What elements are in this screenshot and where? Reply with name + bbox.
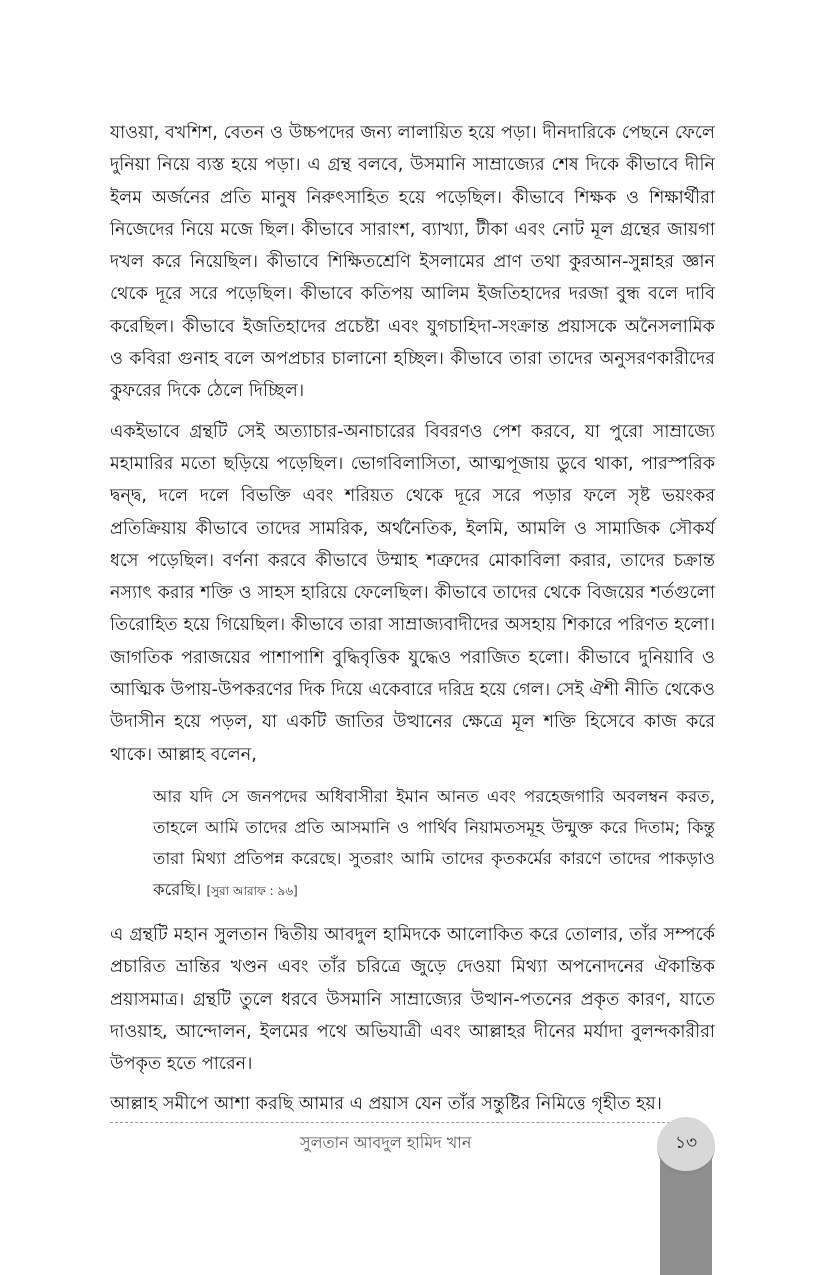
quran-quote <box>153 781 715 907</box>
footer-divider <box>110 1122 670 1123</box>
quote-text: আর যদি সে জনপদের অধিবাসীরা ইমান আনত এবং পরহেজগারি অবলম্বন করত, তাহলে আমি তাদের প্রতি আসমানি ও পার্থিব নিয়ামতসমূহ উন্মুক্ত করে দিতাম; কিন্তু তারা মিথ্যা প্রতিপন্ন করেছে। সুতরাং আমি তাদের কৃতকর্মের কারণে তাদের পাকড়াও করেছি। <box>153 786 715 899</box>
paragraph-2: একইভাবে গ্রন্থটি সেই অত্যাচার-অনাচারের বিবরণও পেশ করবে, যা পুরো সাম্রাজ্যে মহামারির মতো ছড়িয়ে পড়েছিল। ভোগবিলাসিতা, আত্মপূজায় ডুবে থাকা, পারস্পরিক দ্বন্দ্ব, দলে দলে বিভক্তি এবং শরিয়ত থেকে দূরে সরে পড়ার ফলে সৃষ্ট ভয়ংকর প্রতিক্রিয়ায় কীভাবে তাদের সামরিক, অর্থনৈতিক, ইলমি, আমলি ও সামাজিক সৌকর্য ধসে পড়েছিল। বর্ণনা করবে কীভাবে উম্মাহ শত্রুদের মোকাবিলা করার, তাদের চক্রান্ত নস্যাৎ করার শক্তি ও সাহস হারিয়ে ফেলেছিল। কীভাবে তাদের থেকে বিজয়ের শর্তগুলো তিরোহিত হয়ে গিয়েছিল। কীভাবে তারা সাম্রাজ্যবাদীদের অসহায় শিকারে পরিণত হলো। জাগতিক পরাজয়ের পাশাপাশি বুদ্ধিবৃত্তিক যুদ্ধেও পরাজিত হলো। কীভাবে দুনিয়াবি ও আত্মিক উপায়-উপকরণের দিক দিয়ে একেবারে দরিদ্র হয়ে গেল। সেই ঐশী নীতি থেকেও উদাসীন হয়ে পড়ল, যা একটি জাতির উত্থানের ক্ষেত্রে মূল শক্তি হিসেবে কাজ করে থাকে। আল্লাহ বলেন, <box>110 421 715 765</box>
page-body <box>110 117 715 1129</box>
paragraph-1: যাওয়া, বখশিশ, বেতন ও উচ্চপদের জন্য লালায়িত হয়ে পড়া। দীনদারিকে পেছনে ফেলে দুনিয়া নিয়ে ব্যস্ত হয়ে পড়া। এ গ্রন্থ বলবে, উসমানি সাম্রাজ্যের শেষ দিকে কীভাবে দীনি ইলম অর্জনের প্রতি মানুষ নিরুৎসাহিত হয়ে পড়েছিল। কীভাবে শিক্ষক ও শিক্ষার্থীরা নিজেদের নিয়ে মজে ছিল। কীভাবে সারাংশ, ব্যাখ্যা, টীকা এবং নোট মূল গ্রন্থের জায়গা দখল করে নিয়েছিল। কীভাবে শিক্ষিতশ্রেণি ইসলামের প্রাণ তথা কুরআন-সুন্নাহর জ্ঞান থেকে দূরে সরে পড়েছিল। কীভাবে কতিপয় আলিম ইজতিহাদের দরজা বুন্ধ বলে দাবি করেছিল। কীভাবে ইজতিহাদের প্রচেষ্টা এবং যুগচাহিদা-সংক্রান্ত প্রয়াসকে অনৈসলামিক ও কবিরা গুনাহ বলে অপপ্রচার চালানো হচ্ছিল। কীভাবে তারা তাদের অনুসরণকারীদের কুফরের দিকে ঠেলে দিচ্ছিল। <box>110 123 715 402</box>
quote-reference: [সুরা আরাফ : ৯৬] <box>206 883 298 898</box>
paragraph-4: আল্লাহ সমীপে আশা করছি আমার এ প্রয়াস যেন তাঁর সন্তুষ্টির নিমিত্তে গৃহীত হয়। <box>110 1094 662 1115</box>
page-number: ১৩ <box>657 1117 715 1175</box>
running-footer-title: সুলতান আবদুল হামিদ খান <box>300 1133 472 1152</box>
paragraph-3: এ গ্রন্থটি মহান সুলতান দ্বিতীয় আবদুল হামিদকে আলোকিত করে তোলার, তাঁর সম্পর্কে প্রচারিত ভ্রান্তির খণ্ডন এবং তাঁর চরিত্রে জুড়ে দেওয়া মিথ্যা অপনোদনের ঐকান্তিক প্রয়াসমাত্র। গ্রন্থটি তুলে ধরবে উসমানি সাম্রাজ্যের উত্থান-পতনের প্রকৃত কারণ, যাতে দাওয়াহ, আন্দোলন, ইলমের পথে অভিযাত্রী এবং আল্লাহর দীনের মর্যাদা বুলন্দকারীরা উপকৃত হতে পারেন। <box>110 924 715 1075</box>
